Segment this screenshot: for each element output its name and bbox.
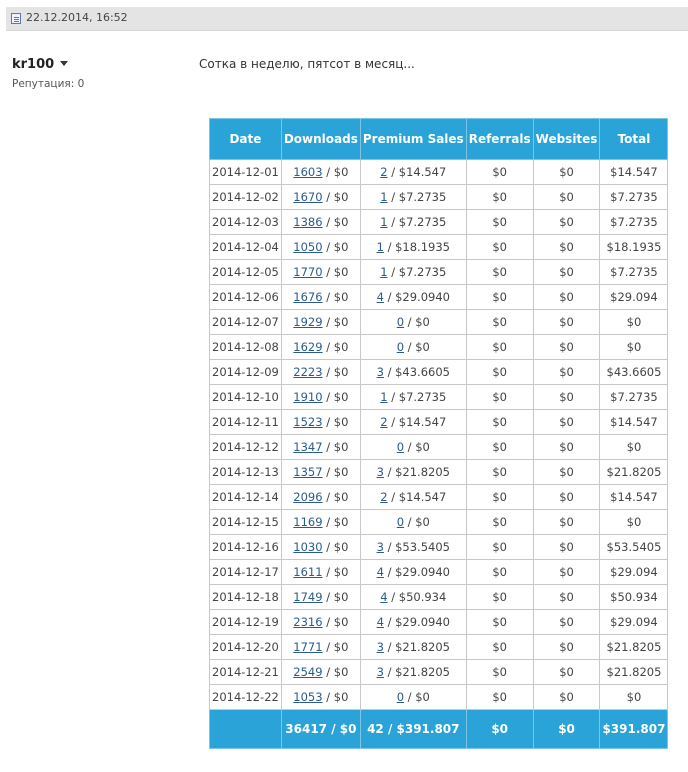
cell-total: $53.5405 [600,535,668,560]
premium-sales-amount: / $53.5405 [383,540,450,554]
table-row [210,410,668,435]
downloads-link[interactable]: 1676 [293,290,323,304]
cell-total: $29.094 [600,285,668,310]
table-total-row [210,710,668,749]
downloads-amount: / $0 [322,665,349,679]
cell-referrals: $0 [466,385,533,410]
cell-date: 2014-12-12 [210,435,282,460]
cell-websites: $0 [533,210,600,235]
cell-referrals: $0 [466,160,533,185]
cell-total: $21.8205 [600,460,668,485]
cell-total: $29.094 [600,610,668,635]
cell-referrals: $0 [466,560,533,585]
table-row [210,285,668,310]
author-reputation: Репутация: 0 [12,78,85,90]
premium-sales-link[interactable]: 2 [380,490,388,504]
downloads-amount: / $0 [322,165,349,179]
downloads-amount: / $0 [322,515,349,529]
cell-date: 2014-12-14 [210,485,282,510]
premium-sales-link[interactable]: 1 [380,265,388,279]
cell-total: $43.6605 [600,360,668,385]
cell-total: $14.547 [600,410,668,435]
downloads-link[interactable]: 1929 [293,315,323,329]
cell-date: 2014-12-01 [210,160,282,185]
header-downloads: Downloads [281,119,360,160]
premium-sales-amount: / $43.6605 [383,365,450,379]
table-row [210,535,668,560]
cell-total: $14.547 [600,485,668,510]
cell-downloads [281,335,360,360]
cell-downloads [281,535,360,560]
downloads-link[interactable]: 1770 [293,265,323,279]
cell-referrals: $0 [466,260,533,285]
premium-sales-amount: / $29.0940 [383,565,450,579]
downloads-amount: / $0 [322,640,349,654]
downloads-link[interactable]: 1523 [293,415,323,429]
cell-websites: $0 [533,160,600,185]
downloads-link[interactable]: 1053 [293,690,323,704]
header-total: Total [600,119,668,160]
cell-referrals: $0 [466,210,533,235]
table-header-row [210,119,668,160]
cell-downloads [281,585,360,610]
cell-date: 2014-12-18 [210,585,282,610]
header-websites: Websites [533,119,600,160]
cell-total: $14.547 [600,160,668,185]
cell-date: 2014-12-11 [210,410,282,435]
downloads-link[interactable]: 1749 [293,590,323,604]
cell-downloads [281,460,360,485]
cell-referrals: $0 [466,460,533,485]
downloads-amount: / $0 [322,215,349,229]
cell-total: $7.2735 [600,260,668,285]
premium-sales-link[interactable]: 3 [376,640,384,654]
table-row [210,485,668,510]
cell-websites: $0 [533,635,600,660]
cell-total: $50.934 [600,585,668,610]
cell-date: 2014-12-17 [210,560,282,585]
cell-date: 2014-12-15 [210,510,282,535]
cell-referrals: $0 [466,485,533,510]
cell-premium-sales [360,510,466,535]
premium-sales-link[interactable]: 1 [380,390,388,404]
cell-premium-sales [360,660,466,685]
cell-total: $0 [600,685,668,710]
cell-total: $0 [600,335,668,360]
premium-sales-link[interactable]: 2 [380,415,388,429]
downloads-link[interactable]: 1629 [293,340,323,354]
cell-websites: $0 [533,560,600,585]
table-row [210,585,668,610]
downloads-link[interactable]: 1030 [293,540,323,554]
cell-downloads [281,660,360,685]
cell-referrals: $0 [466,285,533,310]
table-row [210,435,668,460]
premium-sales-link[interactable]: 0 [396,515,405,529]
downloads-amount: / $0 [322,315,349,329]
downloads-link[interactable]: 1357 [293,465,323,479]
total-websites: $0 [533,710,600,749]
downloads-link[interactable]: 1670 [293,190,323,204]
post-text: Сотка в неделю, пятсот в месяц... [199,57,415,71]
document-icon [11,13,21,24]
cell-websites: $0 [533,685,600,710]
downloads-amount: / $0 [322,265,349,279]
table-row [210,635,668,660]
premium-sales-link[interactable]: 0 [396,690,405,704]
author-name-label: kr100 [12,57,55,72]
premium-sales-link[interactable]: 3 [376,665,384,679]
cell-premium-sales [360,535,466,560]
downloads-link[interactable]: 2096 [293,490,323,504]
downloads-amount: / $0 [322,540,349,554]
premium-sales-link[interactable]: 4 [376,615,384,629]
premium-sales-amount: / $29.0940 [383,290,450,304]
cell-downloads [281,210,360,235]
cell-total: $21.8205 [600,635,668,660]
cell-date: 2014-12-04 [210,235,282,260]
total-downloads: 36417 / $0 [281,710,360,749]
premium-sales-link[interactable]: 2 [380,165,388,179]
cell-referrals: $0 [466,235,533,260]
cell-premium-sales [360,285,466,310]
total-date [210,710,282,749]
cell-date: 2014-12-06 [210,285,282,310]
premium-sales-link[interactable]: 1 [376,240,384,254]
total-premium-sales: 42 / $391.807 [360,710,466,749]
cell-websites: $0 [533,310,600,335]
cell-websites: $0 [533,235,600,260]
cell-date: 2014-12-20 [210,635,282,660]
cell-premium-sales [360,410,466,435]
table-row [210,185,668,210]
table-row [210,460,668,485]
cell-date: 2014-12-22 [210,685,282,710]
downloads-link[interactable]: 1386 [293,215,323,229]
cell-downloads [281,310,360,335]
cell-premium-sales [360,360,466,385]
premium-sales-amount: / $0 [404,515,430,529]
table-row [210,260,668,285]
premium-sales-link[interactable]: 1 [380,190,388,204]
cell-total: $7.2735 [600,210,668,235]
earnings-table [209,118,668,749]
premium-sales-amount: / $0 [404,440,430,454]
cell-premium-sales [360,460,466,485]
premium-sales-link[interactable]: 0 [396,340,405,354]
cell-date: 2014-12-08 [210,335,282,360]
cell-downloads [281,685,360,710]
premium-sales-amount: / $21.8205 [383,465,450,479]
cell-premium-sales [360,560,466,585]
premium-sales-amount: / $18.1935 [383,240,450,254]
cell-referrals: $0 [466,335,533,360]
premium-sales-amount: / $0 [404,315,430,329]
cell-downloads [281,385,360,410]
premium-sales-amount: / $14.547 [387,165,447,179]
premium-sales-amount: / $21.8205 [383,665,450,679]
cell-downloads [281,410,360,435]
downloads-link[interactable]: 1603 [293,165,323,179]
downloads-link[interactable]: 2223 [293,365,323,379]
table-row [210,160,668,185]
downloads-link[interactable]: 1611 [293,565,323,579]
cell-referrals: $0 [466,360,533,385]
cell-total: $0 [600,310,668,335]
downloads-amount: / $0 [322,590,349,604]
cell-referrals: $0 [466,510,533,535]
cell-total: $7.2735 [600,185,668,210]
cell-total: $0 [600,435,668,460]
premium-sales-amount: / $7.2735 [387,215,447,229]
premium-sales-amount: / $14.547 [387,490,447,504]
premium-sales-amount: / $14.547 [387,415,447,429]
premium-sales-amount: / $21.8205 [383,640,450,654]
cell-downloads [281,485,360,510]
premium-sales-link[interactable]: 1 [380,215,388,229]
cell-total: $7.2735 [600,385,668,410]
cell-referrals: $0 [466,435,533,460]
cell-websites: $0 [533,510,600,535]
table-row [210,335,668,360]
cell-premium-sales [360,210,466,235]
cell-websites: $0 [533,610,600,635]
premium-sales-amount: / $0 [404,340,430,354]
premium-sales-link[interactable]: 0 [396,440,405,454]
table-row [210,560,668,585]
downloads-link[interactable]: 1771 [293,640,323,654]
header-referrals: Referrals [466,119,533,160]
downloads-link[interactable]: 1910 [293,390,323,404]
premium-sales-link[interactable]: 4 [376,565,384,579]
cell-downloads [281,435,360,460]
cell-websites: $0 [533,185,600,210]
table-row [210,310,668,335]
cell-referrals: $0 [466,185,533,210]
cell-websites: $0 [533,285,600,310]
cell-total: $0 [600,510,668,535]
cell-downloads [281,160,360,185]
cell-date: 2014-12-02 [210,185,282,210]
cell-date: 2014-12-05 [210,260,282,285]
downloads-amount: / $0 [322,490,349,504]
premium-sales-link[interactable]: 4 [380,590,388,604]
cell-date: 2014-12-07 [210,310,282,335]
downloads-amount: / $0 [322,290,349,304]
downloads-link[interactable]: 1169 [293,515,323,529]
table-row [210,235,668,260]
cell-premium-sales [360,235,466,260]
premium-sales-link[interactable]: 4 [376,290,384,304]
cell-date: 2014-12-16 [210,535,282,560]
premium-sales-link[interactable]: 3 [376,365,384,379]
downloads-amount: / $0 [322,615,349,629]
header-premium-sales: Premium Sales [360,119,466,160]
cell-websites: $0 [533,485,600,510]
table-row [210,685,668,710]
cell-downloads [281,285,360,310]
cell-premium-sales [360,385,466,410]
cell-websites: $0 [533,260,600,285]
cell-referrals: $0 [466,610,533,635]
downloads-link[interactable]: 2316 [293,615,323,629]
cell-premium-sales [360,260,466,285]
cell-date: 2014-12-03 [210,210,282,235]
premium-sales-link[interactable]: 3 [376,465,384,479]
cell-referrals: $0 [466,635,533,660]
downloads-amount: / $0 [322,190,349,204]
cell-referrals: $0 [466,685,533,710]
cell-date: 2014-12-19 [210,610,282,635]
table-row [210,510,668,535]
cell-date: 2014-12-13 [210,460,282,485]
cell-downloads [281,185,360,210]
caret-down-icon[interactable] [60,61,68,66]
downloads-link[interactable]: 1050 [293,240,323,254]
cell-date: 2014-12-10 [210,385,282,410]
premium-sales-amount: / $29.0940 [383,615,450,629]
downloads-amount: / $0 [322,690,349,704]
downloads-amount: / $0 [322,240,349,254]
cell-premium-sales [360,335,466,360]
cell-downloads [281,235,360,260]
cell-websites: $0 [533,335,600,360]
premium-sales-amount: / $7.2735 [387,390,447,404]
author-name[interactable] [12,57,68,72]
downloads-amount: / $0 [322,365,349,379]
cell-downloads [281,610,360,635]
cell-premium-sales [360,485,466,510]
cell-referrals: $0 [466,660,533,685]
cell-downloads [281,360,360,385]
cell-referrals: $0 [466,585,533,610]
downloads-amount: / $0 [322,390,349,404]
premium-sales-amount: / $7.2735 [387,265,447,279]
cell-date: 2014-12-09 [210,360,282,385]
post-header [6,7,688,31]
cell-websites: $0 [533,435,600,460]
cell-websites: $0 [533,385,600,410]
cell-total: $29.094 [600,560,668,585]
premium-sales-amount: / $0 [404,690,430,704]
post-date: 22.12.2014, 16:52 [26,11,128,24]
table-row [210,610,668,635]
downloads-link[interactable]: 1347 [293,440,323,454]
total-total: $391.807 [600,710,668,749]
cell-total: $18.1935 [600,235,668,260]
cell-referrals: $0 [466,310,533,335]
cell-premium-sales [360,585,466,610]
cell-downloads [281,510,360,535]
premium-sales-amount: / $7.2735 [387,190,447,204]
table-row [210,210,668,235]
total-referrals: $0 [466,710,533,749]
premium-sales-amount: / $50.934 [387,590,447,604]
cell-websites: $0 [533,660,600,685]
table-body [210,160,668,710]
cell-referrals: $0 [466,410,533,435]
cell-premium-sales [360,310,466,335]
cell-referrals: $0 [466,535,533,560]
header-date: Date [210,119,282,160]
cell-downloads [281,560,360,585]
cell-premium-sales [360,185,466,210]
downloads-amount: / $0 [322,415,349,429]
premium-sales-link[interactable]: 0 [396,315,405,329]
cell-total: $21.8205 [600,660,668,685]
cell-downloads [281,635,360,660]
cell-premium-sales [360,635,466,660]
downloads-amount: / $0 [322,340,349,354]
premium-sales-link[interactable]: 3 [376,540,384,554]
table-row [210,360,668,385]
cell-websites: $0 [533,410,600,435]
downloads-amount: / $0 [322,440,349,454]
cell-premium-sales [360,160,466,185]
cell-websites: $0 [533,585,600,610]
cell-date: 2014-12-21 [210,660,282,685]
cell-websites: $0 [533,460,600,485]
cell-premium-sales [360,435,466,460]
table-row [210,385,668,410]
cell-premium-sales [360,685,466,710]
cell-premium-sales [360,610,466,635]
cell-websites: $0 [533,360,600,385]
downloads-amount: / $0 [322,565,349,579]
cell-downloads [281,260,360,285]
downloads-link[interactable]: 2549 [293,665,323,679]
cell-websites: $0 [533,535,600,560]
downloads-amount: / $0 [322,465,349,479]
table-row [210,660,668,685]
